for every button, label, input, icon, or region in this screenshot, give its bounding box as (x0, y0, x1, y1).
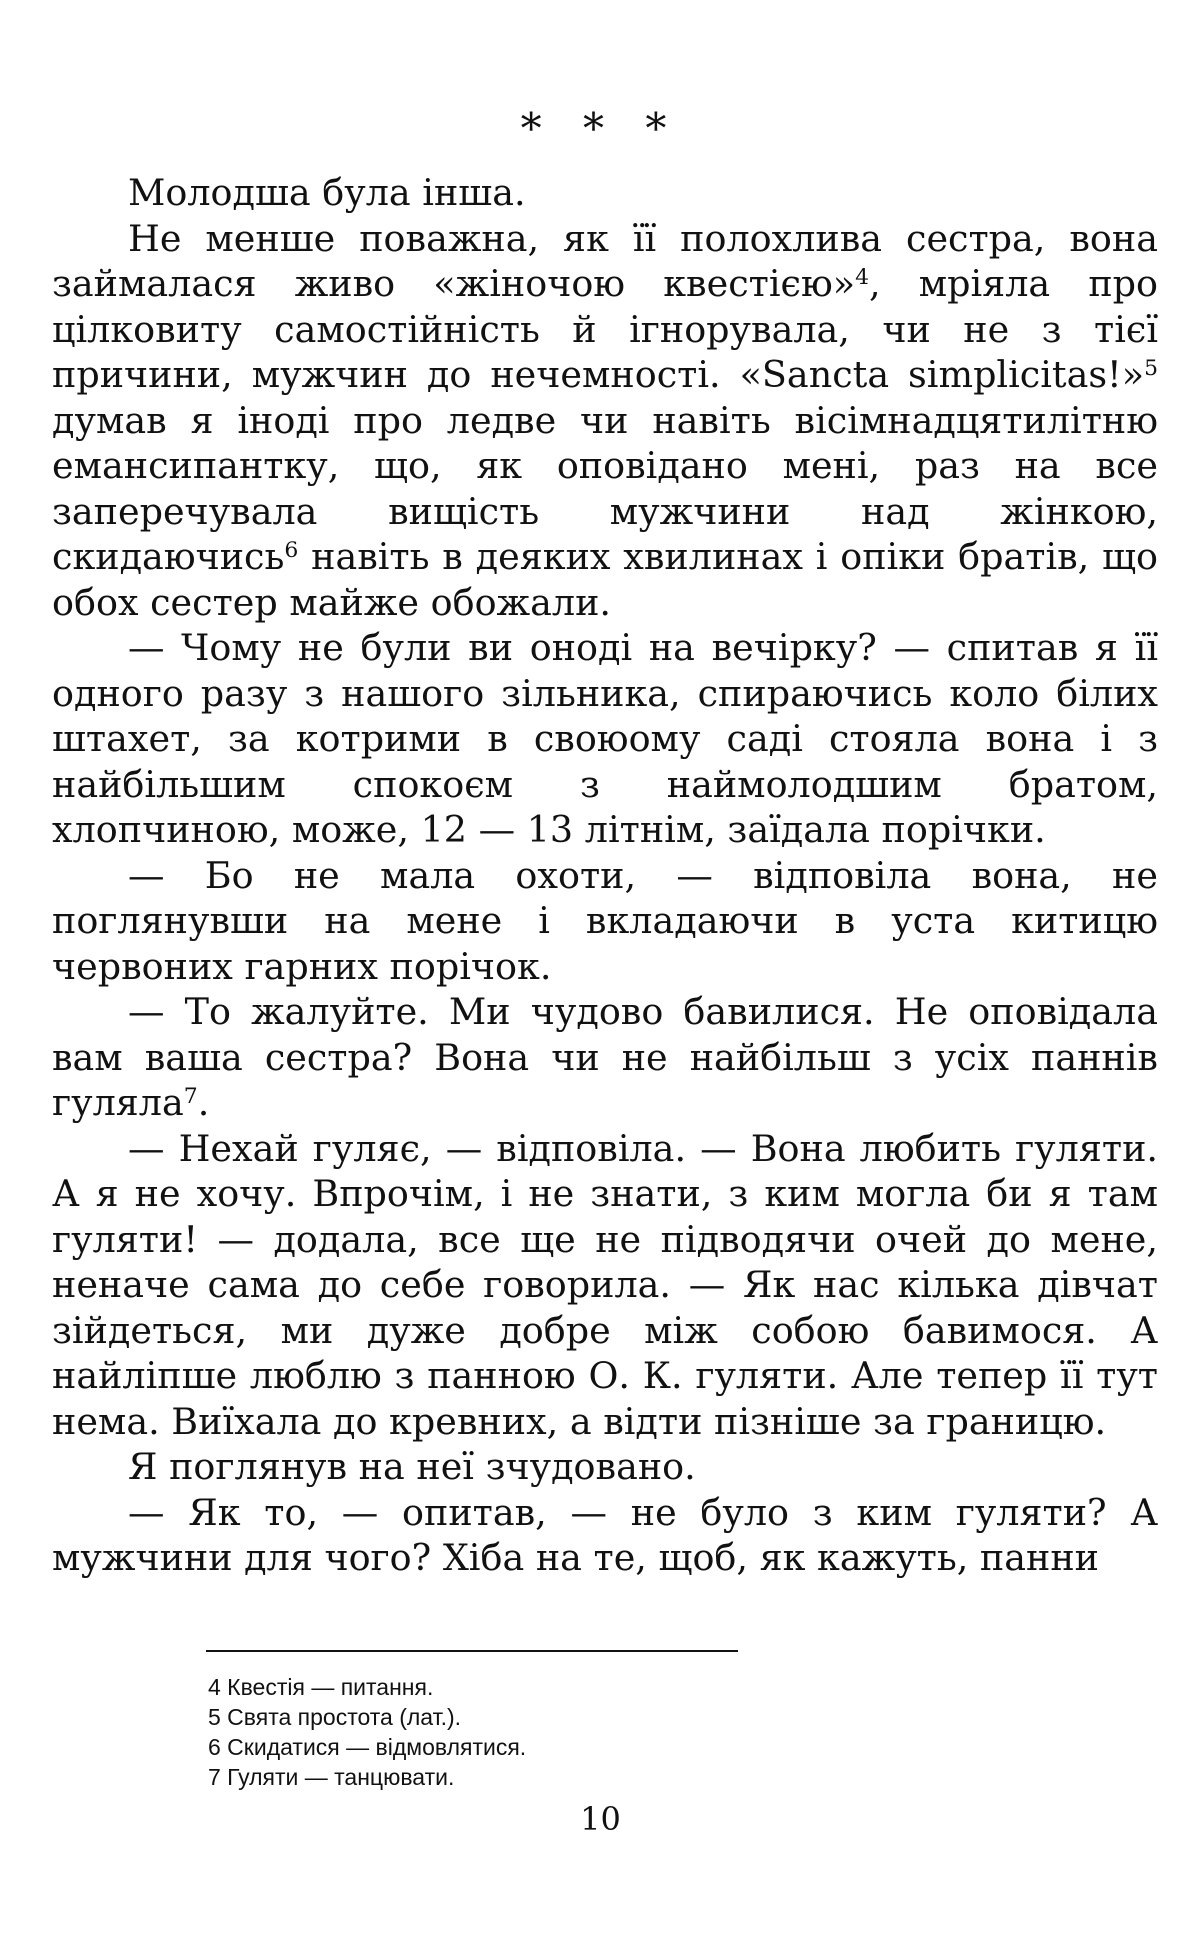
footnote-ref: 7 (183, 1083, 198, 1109)
footnote-ref: 5 (1144, 355, 1158, 381)
paragraph-text: навіть в деяких хвилинах і опіки братів, що обох сестер майже обожали. (52, 535, 1158, 624)
section-break-asterisks: * * * (520, 104, 681, 153)
paragraph: — Бо не мала охоти, — відповіла вона, не поглянувши на мене і вкладаючи в уста китицю червоних гарних порічок. (52, 853, 1158, 988)
paragraph-text: — То жалуйте. Ми чудово бавилися. Не оповідала вам ваша сестра? Вона чи не найбільш з усіх паннів гуляла (52, 990, 1158, 1124)
paragraph (52, 989, 1158, 1126)
paragraph-text: , мріяла про цілковиту самостійність й ігнорувала, чи не з тієї причини, мужчин до нечемності. «Sancta simplicitas!» (52, 262, 1158, 396)
footnote-ref: 6 (284, 537, 299, 563)
footnote-ref: 4 (855, 264, 869, 290)
paragraph-text: . (197, 1081, 210, 1124)
footnote: 7 Гуляти — танцювати. (208, 1764, 455, 1790)
paragraph-text: Не менше поважна, як її полохлива сестра, вона займалася живо «жіночою квестією» (52, 216, 1158, 305)
footnotes (208, 1672, 526, 1792)
paragraph: Я поглянув на неї зчудовано. (128, 1445, 696, 1488)
paragraph: Молодша була інша. (128, 171, 526, 214)
paragraph: — Нехай гуляє, — відповіла. — Вона любить гуляти. А я не хочу. Впрочім, і не знати, з ким могла би я там гуляти! — додала, все ще не підводячи очей до мене, неначе сама до себе говорила. — Як нас кілька дівчат зійдеться, ми дуже добре між собою бавимося. А найліпше люблю з панною О. К. гуляти. Але тепер її тут нема. Виїхала до кревних, а відти пізніше за границю. (52, 1126, 1158, 1443)
paragraph: — Чому не були ви оноді на вечірку? — спитав я її одного разу з нашого зільника, спираючись коло білих штахет, за котрими в своюому саді стояла вона і з найбільшим спокоєм з наймолодшим братом, хлопчиною, може, 12 — 13 літнім, заїдала порічки. (52, 626, 1158, 851)
footnote: 5 Свята простота (лат.). (208, 1704, 462, 1730)
paragraph: — Як то, — опитав, — не було з ким гуляти? А мужчини для чого? Хіба на те, щоб, як кажуть, панни (52, 1490, 1158, 1579)
footnote-separator (206, 1650, 738, 1652)
page-number: 10 (580, 1800, 621, 1838)
footnote: 6 Скидатися — відмовлятися. (208, 1734, 527, 1760)
footnote: 4 Квестія — питання. (208, 1674, 434, 1700)
paragraph (52, 216, 1158, 626)
main-text (52, 170, 1158, 1581)
paragraph-text: думав я іноді про ледве чи навіть вісімнадцятилітню емансипантку, що, як оповідано мені, раз на все заперечувала вищість мужчини над жінкою, скидаючись (52, 398, 1158, 578)
